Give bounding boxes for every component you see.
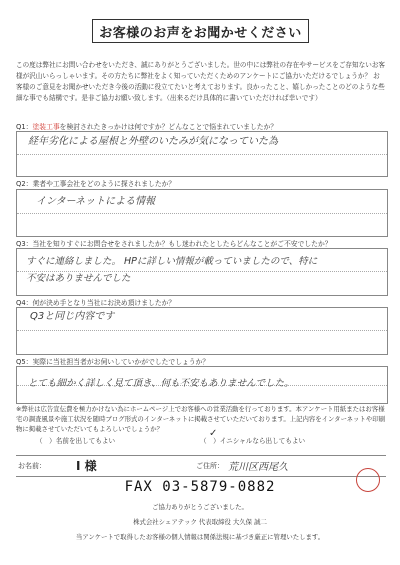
answer-5: とても細かく詳しく見て頂き、何も不安もありませんでした。 — [28, 378, 294, 389]
answer-4: Q3と同じ内容です — [30, 311, 115, 322]
question-1: Q1：塗装工事を検討されたきっかけは何ですか？どんなことで悩まれていましたか？ — [16, 123, 278, 131]
answer-3-line-1: すぐに連絡しました。 HPに詳しい情報が載っていましたので、特に — [26, 256, 318, 267]
customer-name: I 様 — [76, 459, 97, 473]
check-mark-icon: ✓ — [209, 428, 218, 439]
question-5: Q5：実際に当社担当者がお伺いしていかがでしたでしょうか？ — [16, 358, 210, 366]
publication-note: ※弊社は広告宣伝費を極力かけない為にホームページ上でお客様への営業活動を行っております。本アンケート用紙またはお客様宅の調査風景や施工状況を随時ブログ形式のインターネットに掲載させていただいております。上記内容をインターネットや印刷物に掲載させていただいてもよろしいでしょうか？ — [16, 405, 385, 433]
choice-name-ok: （ ）名前を出してもよい — [36, 437, 116, 445]
answer-1: 経年劣化による屋根と外壁のいたみが気になっていた為 — [28, 136, 278, 147]
question-2: Q2：業者や工事会社をどのように探されましたか？ — [16, 180, 176, 188]
answer-3-line-2: 不安はありませんでした — [26, 273, 131, 284]
privacy-notice: 当アンケートで取得したお客様の個人情報は関係法規に基づき厳正に管理いたします。 — [75, 533, 325, 541]
address-label: ご住所： — [196, 462, 224, 470]
intro-text: この度は弊社にお問い合わせをいただき、誠にありがとうございました。世の中には弊社の存在やサービスをご存知ないお客様が沢山いらっしゃいます。その方たちに弊社をよく知っていただくためのアンケートにご協力いただけるでしょうか？ お客様のご意見をお聞かせいただき今後の活動に役立てたいと考えております。良かったこと、嬉しかったことのどのような些細な事でも結構です。是非ご協力お願い致します。（出来るだけ具体的に書いていただければ幸いです） — [16, 61, 385, 102]
name-address-row — [16, 455, 386, 477]
name-label: お名前： — [18, 462, 46, 470]
customer-address: 荒川区西尾久 — [228, 462, 288, 473]
thanks-text: ご協力ありがとうございました。 — [152, 503, 248, 511]
question-1-highlight: 塗装工事 — [32, 123, 60, 131]
question-3: Q3：当社を知りすぐにお問合せをされましたか？もし迷われたとしたらどんなことがご不安でしたか？ — [16, 240, 332, 248]
question-4: Q4：何が決め手となり当社にお決め頂けましたか？ — [16, 299, 176, 307]
page-title: お客様のお声をお聞かせください — [92, 19, 309, 43]
choice-initial-ok: （ ）イニシャルなら出してもよい — [200, 437, 306, 445]
company-signature: 株式会社シェアテック 代表取締役 大久保 誠二 — [133, 518, 267, 526]
answer-2: インターネットによる情報 — [36, 196, 156, 207]
fax-number: FAX 03-5879-0882 — [124, 479, 276, 495]
